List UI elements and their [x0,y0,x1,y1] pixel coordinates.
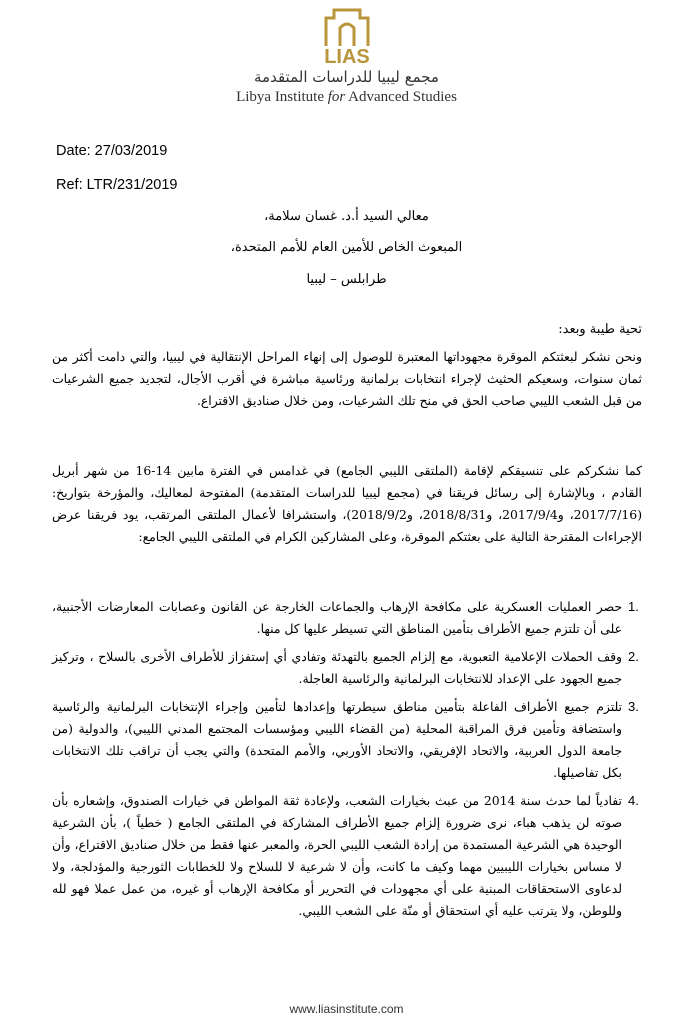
greeting: تحية طيبة وبعد: [558,322,642,337]
list-item-text: تلتزم جميع الأطراف الفاعلة بتأمين مناطق سيطرتها وإعدادها لتأمين وإجراء الإنتخابات البرلمانية والرئاسية واستضافة وتأمين فرق المراقبة المحلية (من القضاء الليبي ومؤسسات المجتمع المدني الليبي)، والدولية (من جامعة الدول العربية، والاتحاد الإفريقي، والاتحاد الأوربي، والأمم المتحدة) والتي يجب أن تراقب تلك الانتخابات بكل تفاصيلها. [52,699,622,780]
logo-text: LIAS [324,46,370,66]
list-item-number: 3. [628,699,639,714]
lias-logo-icon [312,6,382,66]
list-item [52,596,652,640]
institute-arabic-name: مجمع ليبيا للدراسات المتقدمة [254,68,439,86]
addressee-title: المبعوث الخاص للأمين العام للأمم المتحدة، [230,240,463,255]
list-item [52,790,652,922]
list-item-number: 4. [628,793,639,808]
list-item-number: 2. [628,649,639,664]
paragraph-forum: كما نشكركم على تنسيقكم لإقامة (الملتقى الليبي الجامع) في غدامس في الفترة مابين 14-16 من شهر أبريل القادم ، وبالإشارة إلى رسائل فريقنا في (مجمع ليبيا للدراسات المتقدمة) المفتوحة لمعاليك، والمؤرخة بتواريخ: (2017/7/16، و2017/9/4، و2018/8/31، و2018/9/2)، واستشرافا لأعمال الملتقى المرتقب، يود فريقنا عرض الإجراءات المقترحة التالية على بعثتكم الموقرة، وعلى المشاركين الكرام في الملتقى الليبي الجامع: [52,463,643,544]
list-item [52,646,652,690]
institute-english-name: Libya Institute for Advanced Studies [236,89,457,105]
addressee-name: معالي السيد أ.د. غسان سلامة، [264,209,429,224]
footer-website[interactable]: www.liasinstitute.com [289,1002,404,1016]
paragraph-thanks: ونحن نشكر لبعثتكم الموقرة مجهوداتها المعتبرة للوصول إلى إنهاء المراحل الإنتقالية في ليبيا، والتي دامت أكثر من ثمان سنوات، وسعيكم الحثيث لإجراء انتخابات برلمانية ورئاسية مباشرة في أقرب الأجال، لتجديد جميع الشرعيات من قبل الشعب الليبي صاحب الحق في منح تلك الشرعيات، ومن خلال صناديق الاقتراع. [52,349,642,408]
list-item-text: حصر العمليات العسكرية على مكافحة الإرهاب والجماعات الخارجة عن القانون وعصابات المعارضات الأجنبية، على أن تلتزم جميع الأطراف بتأمين المناطق التي تسيطر عليها كل منها. [52,599,622,636]
list-item-text: وقف الحملات الإعلامية التعبوية، مع إلزام الجميع بالتهدئة وتفادي أي إستفزاز للأطراف الأخرى بالسلاح ، وتركيز جميع الجهود على الإعداد للانتخابات البرلمانية والرئاسية العاجلة. [52,649,622,686]
list-item-text: تفادياً لما حدث سنة 2014 من عبث بخيارات الشعب، ولإعادة ثقة المواطن في خيارات الصندوق، وإشعاره بأن صوته لن يذهب هباء، نرى ضرورة إلزام جميع الأطراف المشاركة في الملتقى الجامع ( خطياً )، بأن الشرعية الوحيدة هي الشرعية المستمدة من إرادة الشعب الليبي الحرة، والمعبر عنها فقط من خلال صناديق الاقتراع، وأن لا مساس بخيارات الليبيين مهما وكيف ما كانت، وأن لا شرعية لا للسلاح ولا للخطابات الثورجية والمؤدلجة، ولا لدعاوى الاستحقاقات المبنية على أي مجهودات في التحرير أو مكافحة الإرهاب أو غيره، من عمل عملا فهو لله وللوطن، ولا يترتب عليه أي استحقاق أو منّة على الشعب الليبي. [52,793,623,918]
letter-reference: Ref: LTR/231/2019 [56,177,178,193]
list-item-number: 1. [628,599,639,614]
addressee-location: طرابلس – ليبيا [306,272,387,287]
letter-date: Date: 27/03/2019 [56,143,168,159]
proposed-measures-list [52,596,652,922]
list-item [52,696,652,784]
